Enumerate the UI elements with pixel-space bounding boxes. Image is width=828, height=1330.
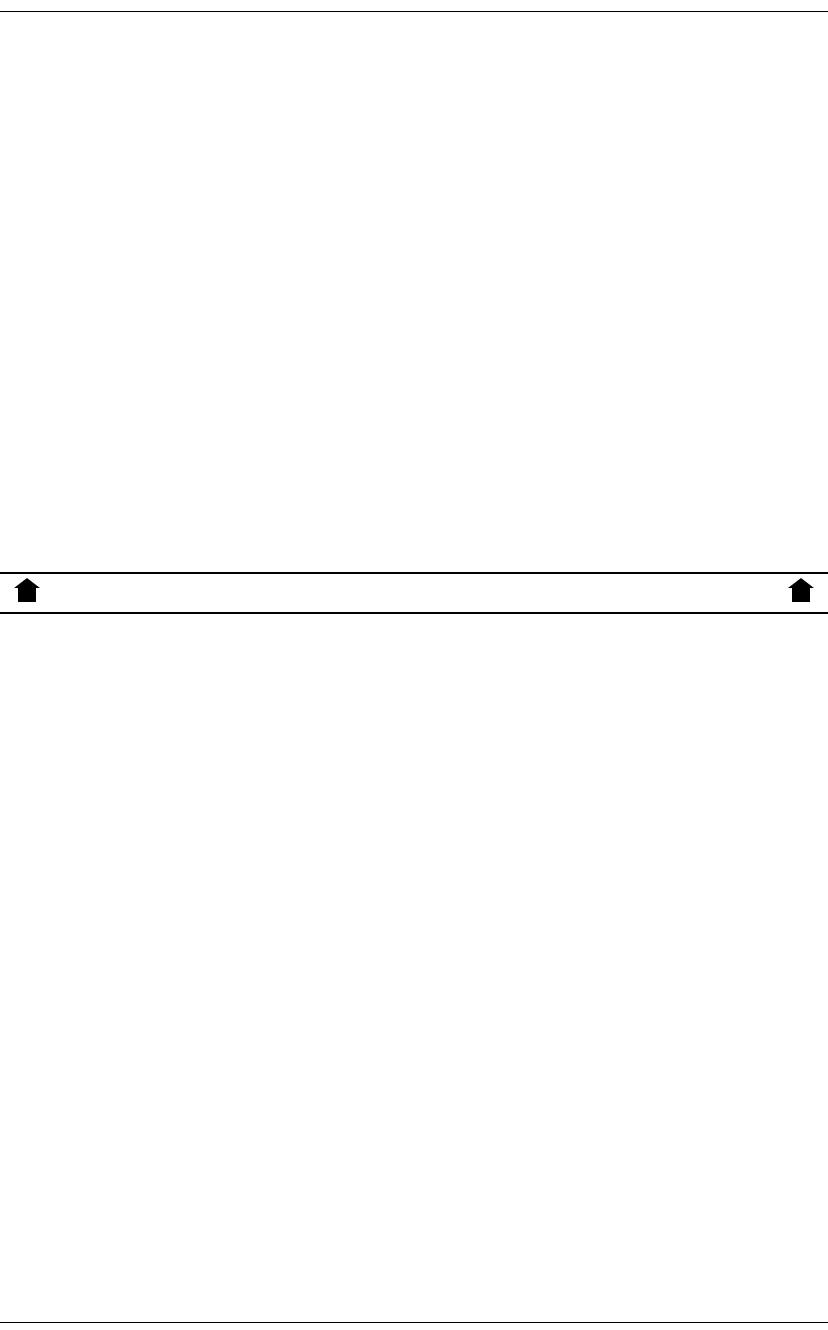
page-bottom-rule xyxy=(0,1322,828,1330)
house-icon xyxy=(14,578,40,602)
page-folio xyxy=(0,0,828,12)
house-icon xyxy=(788,578,814,602)
help-wanted-columns xyxy=(0,13,828,570)
service-guide-columns xyxy=(0,616,828,1322)
home-service-guide-banner xyxy=(0,572,828,614)
